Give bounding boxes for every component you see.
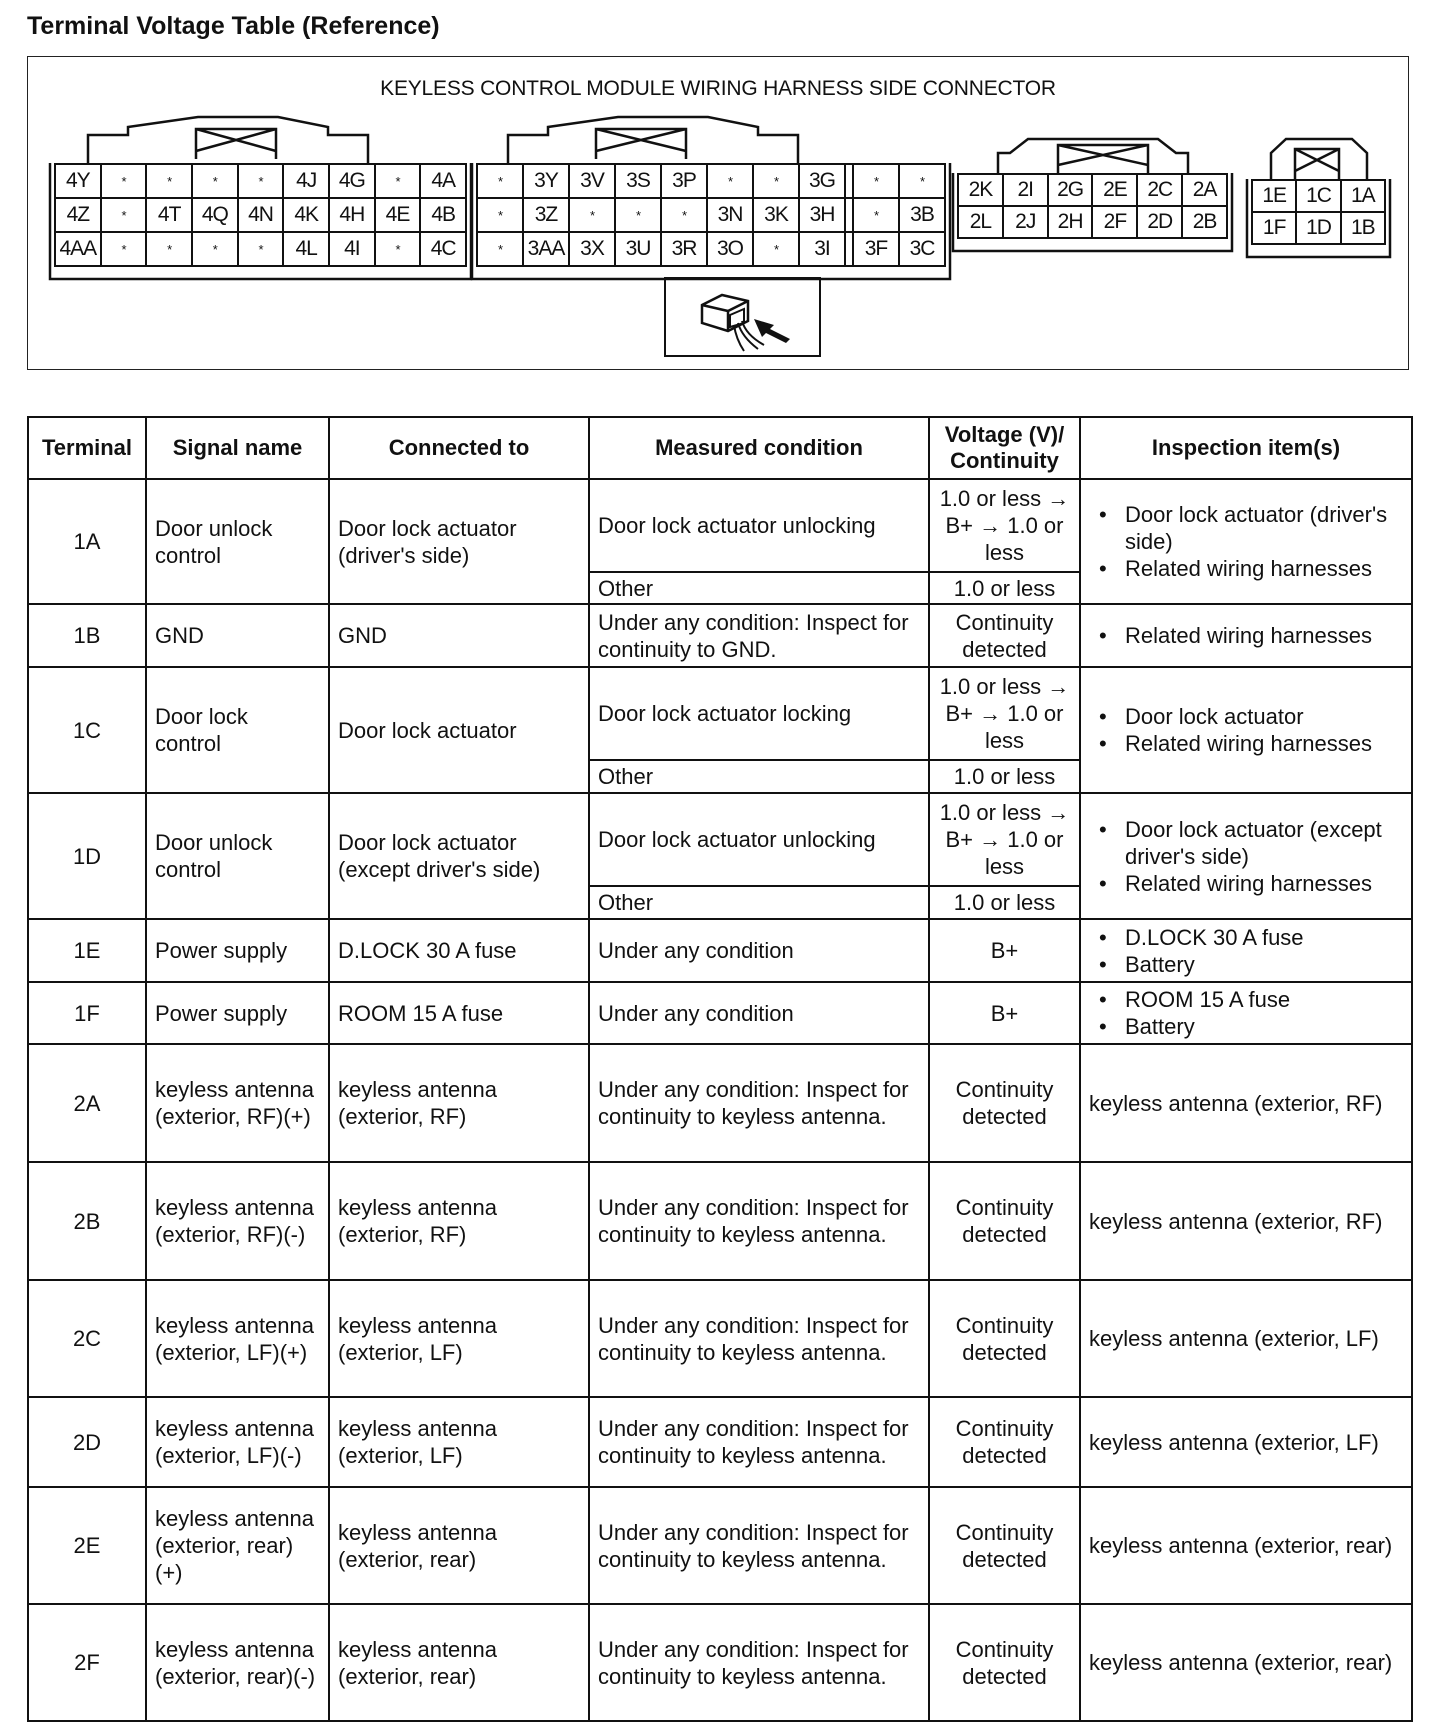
table-row xyxy=(28,982,1412,1044)
inspection-items-cell: keyless antenna (exterior, rear) xyxy=(1080,1604,1412,1721)
inspection-items-cell xyxy=(1080,793,1412,919)
column-header: Signal name xyxy=(146,417,329,479)
column-header: Voltage (V)/ Continuity xyxy=(929,417,1080,479)
connector-pin: 2L xyxy=(959,207,1002,237)
signal-name-cell: keyless antenna (exterior, LF)(-) xyxy=(146,1397,329,1487)
inspection-list xyxy=(1089,986,1403,1040)
connected-to-cell: Door lock actuator (driver's side) xyxy=(329,479,589,604)
table-row xyxy=(28,604,1412,667)
terminal-cell: 2D xyxy=(28,1397,146,1487)
connector-pin: 3Z xyxy=(524,199,568,231)
terminal-voltage-table xyxy=(27,416,1413,1722)
inspection-list xyxy=(1089,622,1403,649)
connected-to-cell: D.LOCK 30 A fuse xyxy=(329,919,589,982)
connector-pin: 3H xyxy=(800,199,844,231)
connector-pin: 4H xyxy=(330,199,374,231)
table-row xyxy=(28,793,1412,886)
harness-side-connector-view-icon xyxy=(664,277,821,357)
voltage-continuity-cell: 1.0 or less xyxy=(929,572,1080,604)
connector-pin: 2E xyxy=(1093,175,1136,205)
inspection-items-cell: keyless antenna (exterior, LF) xyxy=(1080,1397,1412,1487)
inspection-items-cell xyxy=(1080,982,1412,1044)
connector-pin: 2J xyxy=(1004,207,1047,237)
connector-pin-unused: * xyxy=(754,165,798,197)
connector-pin-unused: * xyxy=(754,233,798,265)
connector-pin: 4E xyxy=(376,199,420,231)
inspection-item: • Door lock actuator (driver's side) xyxy=(1109,501,1403,555)
connected-to-cell: GND xyxy=(329,604,589,667)
connector-pin: 4G xyxy=(330,165,374,197)
connector-pin: 1B xyxy=(1342,213,1384,243)
connector-pin: 1A xyxy=(1342,181,1384,211)
voltage-continuity-cell: Continuity detected xyxy=(929,1280,1080,1397)
connected-to-cell: ROOM 15 A fuse xyxy=(329,982,589,1044)
inspection-items-cell: keyless antenna (exterior, RF) xyxy=(1080,1044,1412,1162)
terminal-cell: 2F xyxy=(28,1604,146,1721)
connector-pin: 4C xyxy=(421,233,465,265)
signal-name-cell: keyless antenna (exterior, LF)(+) xyxy=(146,1280,329,1397)
connector-pin: 3I xyxy=(800,233,844,265)
measured-condition-cell: Under any condition: Inspect for continuity to keyless antenna. xyxy=(589,1397,929,1487)
connector-pin: 2C xyxy=(1138,175,1181,205)
measured-condition-cell: Under any condition xyxy=(589,982,929,1044)
inspection-list xyxy=(1089,501,1403,582)
connector-pin: 1E xyxy=(1253,181,1295,211)
connector-pin-unused: * xyxy=(239,165,283,197)
terminal-cell: 2A xyxy=(28,1044,146,1162)
signal-name-cell: Door unlock control xyxy=(146,479,329,604)
measured-condition-cell: Under any condition xyxy=(589,919,929,982)
connector-pin: 2I xyxy=(1004,175,1047,205)
inspection-items-cell: keyless antenna (exterior, LF) xyxy=(1080,1280,1412,1397)
connector-pin: 3G xyxy=(800,165,844,197)
connector-pin-unused: * xyxy=(147,233,191,265)
measured-condition-cell: Other xyxy=(589,886,929,919)
connected-to-cell: Door lock actuator xyxy=(329,667,589,793)
signal-name-cell: keyless antenna (exterior, rear)(-) xyxy=(146,1604,329,1721)
column-header: Connected to xyxy=(329,417,589,479)
signal-name-cell: GND xyxy=(146,604,329,667)
connector-diagram xyxy=(27,56,1409,370)
connector-pin: 2D xyxy=(1138,207,1181,237)
connector-pin: 4I xyxy=(330,233,374,265)
connector-pin: 4Y xyxy=(56,165,100,197)
terminal-cell: 1E xyxy=(28,919,146,982)
connector-pin-grid xyxy=(1251,179,1386,245)
connected-to-cell: keyless antenna (exterior, LF) xyxy=(329,1280,589,1397)
inspection-item: • Related wiring harnesses xyxy=(1109,730,1403,757)
lock-tab-icon xyxy=(1295,149,1339,179)
signal-name-cell: Door unlock control xyxy=(146,793,329,919)
connector-pin: 4L xyxy=(284,233,328,265)
inspection-item: • Related wiring harnesses xyxy=(1109,555,1403,582)
column-header: Terminal xyxy=(28,417,146,479)
connector-pin: 2A xyxy=(1183,175,1226,205)
connector-pin: 3F xyxy=(854,233,898,265)
connector-pin: 4Z xyxy=(56,199,100,231)
terminal-cell: 1C xyxy=(28,667,146,793)
voltage-continuity-cell: Continuity detected xyxy=(929,1487,1080,1604)
connector-pin-unused: * xyxy=(616,199,660,231)
connector-pin: 1F xyxy=(1253,213,1295,243)
connector-pin: 1C xyxy=(1297,181,1339,211)
connected-to-cell: keyless antenna (exterior, rear) xyxy=(329,1487,589,1604)
connector-pin: 3Y xyxy=(524,165,568,197)
signal-name-cell: keyless antenna (exterior, rear)(+) xyxy=(146,1487,329,1604)
connector-pin-unused: * xyxy=(102,165,146,197)
voltage-continuity-cell: 1.0 or less xyxy=(929,886,1080,919)
voltage-continuity-cell: 1.0 or less xyxy=(929,760,1080,793)
terminal-cell: 2E xyxy=(28,1487,146,1604)
signal-name-cell: Power supply xyxy=(146,919,329,982)
terminal-cell: 1D xyxy=(28,793,146,919)
terminal-cell: 2B xyxy=(28,1162,146,1280)
table-row xyxy=(28,1044,1412,1162)
connector-pin: 3AA xyxy=(524,233,568,265)
voltage-continuity-cell: Continuity detected xyxy=(929,1162,1080,1280)
voltage-continuity-cell: Continuity detected xyxy=(929,604,1080,667)
table-header-row xyxy=(28,417,1412,479)
inspection-item: • Related wiring harnesses xyxy=(1109,622,1403,649)
table-row xyxy=(28,667,1412,760)
connected-to-cell: Door lock actuator (except driver's side) xyxy=(329,793,589,919)
inspection-item: • D.LOCK 30 A fuse xyxy=(1109,924,1403,951)
connector-pin-unused: * xyxy=(193,165,237,197)
inspection-item: • Battery xyxy=(1109,1013,1403,1040)
connector-pin: 4AA xyxy=(56,233,100,265)
column-header: Measured condition xyxy=(589,417,929,479)
connector-pin-unused: * xyxy=(376,165,420,197)
connector-pin: 4K xyxy=(284,199,328,231)
connector-pin: 1D xyxy=(1297,213,1339,243)
connector-pin-unused: * xyxy=(239,233,283,265)
measured-condition-cell: Door lock actuator unlocking xyxy=(589,479,929,572)
voltage-continuity-cell: Continuity detected xyxy=(929,1397,1080,1487)
measured-condition-cell: Other xyxy=(589,572,929,604)
connector-pin: 3C xyxy=(900,233,944,265)
table-row xyxy=(28,1162,1412,1280)
connector-pin: 2F xyxy=(1093,207,1136,237)
measured-condition-cell: Other xyxy=(589,760,929,793)
signal-name-cell: keyless antenna (exterior, RF)(-) xyxy=(146,1162,329,1280)
connected-to-cell: keyless antenna (exterior, RF) xyxy=(329,1162,589,1280)
inspection-item: • Door lock actuator xyxy=(1109,703,1403,730)
connector-pin: 4A xyxy=(421,165,465,197)
table-row xyxy=(28,1280,1412,1397)
diagram-caption: KEYLESS CONTROL MODULE WIRING HARNESS SIDE CONNECTOR xyxy=(380,77,1056,100)
measured-condition-cell: Door lock actuator unlocking xyxy=(589,793,929,886)
voltage-continuity-cell: 1.0 or less → B+ → 1.0 or less xyxy=(929,479,1080,572)
inspection-items-cell xyxy=(1080,604,1412,667)
connector-pin: 2K xyxy=(959,175,1002,205)
inspection-item: • Battery xyxy=(1109,951,1403,978)
inspection-items-cell xyxy=(1080,667,1412,793)
voltage-continuity-cell: 1.0 or less → B+ → 1.0 or less xyxy=(929,667,1080,760)
connector-pin-unused: * xyxy=(376,233,420,265)
connector-pin: 4J xyxy=(284,165,328,197)
voltage-continuity-cell: Continuity detected xyxy=(929,1604,1080,1721)
connector-pin: 3O xyxy=(708,233,752,265)
connector-pin: 2B xyxy=(1183,207,1226,237)
connector-pin: 4Q xyxy=(193,199,237,231)
inspection-list xyxy=(1089,924,1403,978)
measured-condition-cell: Under any condition: Inspect for continuity to keyless antenna. xyxy=(589,1162,929,1280)
measured-condition-cell: Under any condition: Inspect for continuity to keyless antenna. xyxy=(589,1487,929,1604)
connector-pin-unused: * xyxy=(478,233,522,265)
connector-pin-unused: * xyxy=(478,199,522,231)
signal-name-cell: Door lock control xyxy=(146,667,329,793)
terminal-cell: 2C xyxy=(28,1280,146,1397)
inspection-list xyxy=(1089,703,1403,757)
connected-to-cell: keyless antenna (exterior, RF) xyxy=(329,1044,589,1162)
connector-pin: 3N xyxy=(708,199,752,231)
voltage-continuity-cell: Continuity detected xyxy=(929,1044,1080,1162)
table-row xyxy=(28,479,1412,572)
table-row xyxy=(28,919,1412,982)
column-header: Inspection item(s) xyxy=(1080,417,1412,479)
voltage-continuity-cell: B+ xyxy=(929,982,1080,1044)
inspection-item: • Related wiring harnesses xyxy=(1109,870,1403,897)
connector-pin: 3S xyxy=(616,165,660,197)
connector-pin-unused: * xyxy=(900,165,944,197)
connector-pin: 3U xyxy=(616,233,660,265)
signal-name-cell: keyless antenna (exterior, RF)(+) xyxy=(146,1044,329,1162)
measured-condition-cell: Under any condition: Inspect for continuity to GND. xyxy=(589,604,929,667)
connector-pin-unused: * xyxy=(854,199,898,231)
connector-pin: 4N xyxy=(239,199,283,231)
terminal-cell: 1A xyxy=(28,479,146,604)
inspection-items-cell: keyless antenna (exterior, rear) xyxy=(1080,1487,1412,1604)
measured-condition-cell: Under any condition: Inspect for continuity to keyless antenna. xyxy=(589,1044,929,1162)
terminal-cell: 1B xyxy=(28,604,146,667)
connector-pin: 3R xyxy=(662,233,706,265)
signal-name-cell: Power supply xyxy=(146,982,329,1044)
inspection-item: • Door lock actuator (except driver's side) xyxy=(1109,816,1403,870)
connector-pin: 3P xyxy=(662,165,706,197)
terminal-cell: 1F xyxy=(28,982,146,1044)
measured-condition-cell: Under any condition: Inspect for continuity to keyless antenna. xyxy=(589,1280,929,1397)
connector-pin: 2H xyxy=(1049,207,1092,237)
connected-to-cell: keyless antenna (exterior, LF) xyxy=(329,1397,589,1487)
inspection-list xyxy=(1089,816,1403,897)
voltage-continuity-cell: B+ xyxy=(929,919,1080,982)
page-title: Terminal Voltage Table (Reference) xyxy=(27,12,440,40)
connector-pin-unused: * xyxy=(193,233,237,265)
connector-pin-unused: * xyxy=(478,165,522,197)
inspection-items-cell xyxy=(1080,919,1412,982)
inspection-items-cell xyxy=(1080,479,1412,604)
connector-pin: 3K xyxy=(754,199,798,231)
table-row xyxy=(28,1487,1412,1604)
connector-pin-unused: * xyxy=(708,165,752,197)
connector-pin: 3B xyxy=(900,199,944,231)
voltage-continuity-cell: 1.0 or less → B+ → 1.0 or less xyxy=(929,793,1080,886)
inspection-items-cell: keyless antenna (exterior, RF) xyxy=(1080,1162,1412,1280)
connector-pin: 4T xyxy=(147,199,191,231)
connector-pin-unused: * xyxy=(147,165,191,197)
connector-pin: 3V xyxy=(570,165,614,197)
connector-pin-unused: * xyxy=(662,199,706,231)
connector-pin-unused: * xyxy=(570,199,614,231)
connector-pin: 4B xyxy=(421,199,465,231)
connector-pin-unused: * xyxy=(102,199,146,231)
connector-pin-unused: * xyxy=(102,233,146,265)
measured-condition-cell: Door lock actuator locking xyxy=(589,667,929,760)
table-row xyxy=(28,1604,1412,1721)
connector-pin: 3X xyxy=(570,233,614,265)
connector-pin: 2G xyxy=(1049,175,1092,205)
connector-pin-unused: * xyxy=(854,165,898,197)
table-row xyxy=(28,1397,1412,1487)
inspection-item: • ROOM 15 A fuse xyxy=(1109,986,1403,1013)
connected-to-cell: keyless antenna (exterior, rear) xyxy=(329,1604,589,1721)
measured-condition-cell: Under any condition: Inspect for continuity to keyless antenna. xyxy=(589,1604,929,1721)
